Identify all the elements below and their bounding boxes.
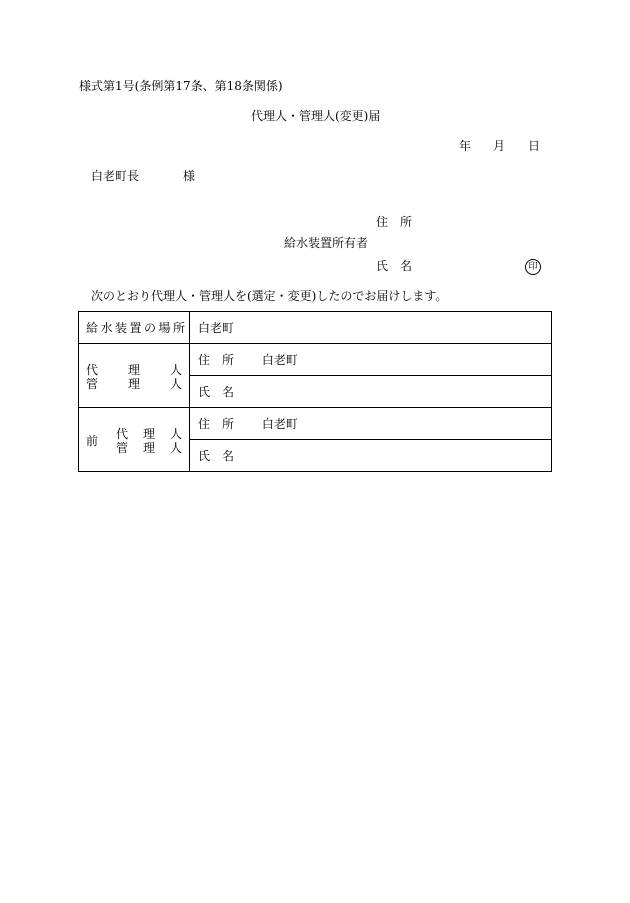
current-address-label: 住 所 xyxy=(198,353,235,367)
statement-text: 次のとおり代理人・管理人を(選定・変更)したのでお届けします。 xyxy=(91,289,448,303)
addressee-name: 白老町長 xyxy=(91,169,140,183)
previous-address-cell xyxy=(190,408,552,440)
applicant-role-label: 給水装置所有者 xyxy=(284,236,369,250)
current-agent-label-cell xyxy=(79,344,190,408)
details-table xyxy=(78,311,552,472)
table-row xyxy=(79,312,552,344)
location-label: 給水装置の場所 xyxy=(86,321,188,335)
previous-address-value: 白老町 xyxy=(261,417,298,431)
location-value-cell xyxy=(190,312,552,344)
current-name-cell xyxy=(190,376,552,408)
table-row xyxy=(79,344,552,376)
current-address-cell xyxy=(190,344,552,376)
table-row xyxy=(79,408,552,440)
current-name-label: 氏 名 xyxy=(198,385,235,399)
applicant-address-label: 住 所 xyxy=(376,215,413,229)
seal-mark: 印 xyxy=(525,259,541,275)
location-label-cell xyxy=(79,312,190,344)
date-month-label: 月 xyxy=(493,139,506,153)
current-agent-label-line2: 管 理 人 xyxy=(86,376,182,391)
previous-name-label: 氏 名 xyxy=(198,449,235,463)
addressee-honorific: 様 xyxy=(183,169,196,183)
previous-agent-label-line2: 管 理 人 xyxy=(116,440,182,455)
date-day-label: 日 xyxy=(528,139,541,153)
date-year-label: 年 xyxy=(459,139,472,153)
document-title: 代理人・管理人(変更)届 xyxy=(251,109,381,123)
previous-name-cell xyxy=(190,440,552,472)
previous-prefix: 前 xyxy=(86,433,99,448)
form-reference: 様式第1号(条例第17条、第18条関係) xyxy=(79,79,283,93)
current-name-value xyxy=(234,385,258,399)
current-address-value: 白老町 xyxy=(261,353,298,367)
previous-agent-label-line1: 代 理 人 xyxy=(116,426,182,441)
current-agent-label-line1: 代 理 人 xyxy=(86,362,182,377)
applicant-name-label: 氏 名 xyxy=(376,259,413,273)
previous-agent-label-cell xyxy=(79,408,190,472)
previous-address-label: 住 所 xyxy=(198,417,235,431)
location-value: 白老町 xyxy=(198,321,235,335)
previous-name-value xyxy=(234,449,258,463)
